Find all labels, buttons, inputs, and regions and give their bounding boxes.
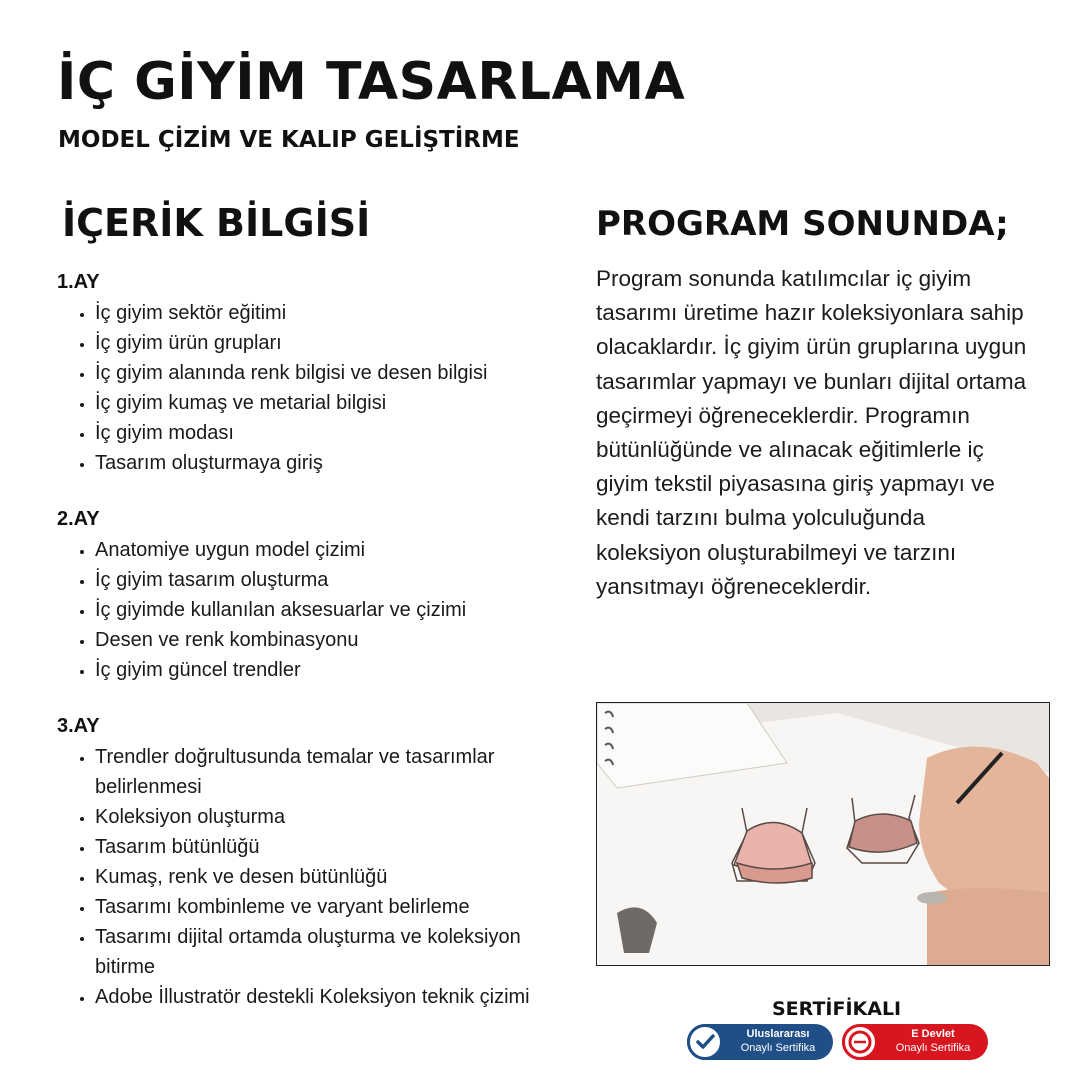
topic-item: • İç giyim modası (95, 418, 587, 448)
badge-subtitle: Onaylı Sertifika (895, 1042, 971, 1054)
content-heading: İÇERİK BİLGİSİ (62, 201, 371, 245)
topic-item: • Adobe İllustratör destekli Koleksiyon teknik çizimi (95, 982, 555, 1012)
e-devlet-certificate-badge (842, 1024, 988, 1060)
month-block (57, 714, 587, 1012)
program-description: Program sonunda katılımcılar iç giyim tasarımı üretime hazır koleksiyonlara sahip olacaklardır. İç giyim ürün gruplarına uygun tasarımlar yapmayı ve bunları dijital ortama geçirmeyi öğreneceklerdir. Programın bütünlüğünde ve alınacak eğitimlerle iç giyim tekstil piyasasına giriş yapmayı ve kendi tarzını bulma yolculuğunda koleksiyon oluşturabilmeyi ve tarzını yansıtmayı öğreneceklerdir. (596, 266, 1027, 599)
topic-item: • İç giyim ürün grupları (95, 328, 587, 358)
topic-item: • Tasarım bütünlüğü (95, 832, 555, 862)
month-label: 2.AY (57, 508, 100, 530)
badge-text (727, 1027, 829, 1055)
month-block (57, 270, 587, 478)
international-certificate-badge (687, 1024, 833, 1060)
lingerie-sketch-photo (596, 702, 1050, 966)
topic-item: • İç giyim sektör eğitimi (95, 298, 587, 328)
month-topic-list (57, 742, 555, 1012)
certificate-title: SERTİFİKALI (772, 998, 902, 1020)
topic-item: • Desen ve renk kombinasyonu (95, 625, 587, 655)
month-label: 1.AY (57, 271, 100, 293)
page-title: İÇ GİYİM TASARLAMA (57, 52, 686, 112)
badge-title: E Devlet (911, 1028, 955, 1040)
topic-item: • İç giyim kumaş ve metarial bilgisi (95, 388, 587, 418)
month-topic-list (57, 298, 587, 478)
topic-item: • İç giyim alanında renk bilgisi ve desen bilgisi (95, 358, 587, 388)
curriculum-section (57, 270, 587, 1041)
month-topic-list (57, 535, 587, 685)
page-subtitle: MODEL ÇİZİM VE KALIP GELİŞTİRME (58, 127, 520, 153)
topic-item: • Kumaş, renk ve desen bütünlüğü (95, 862, 555, 892)
topic-item: • İç giyimde kullanılan aksesuarlar ve çizimi (95, 595, 587, 625)
topic-item: • İç giyim güncel trendler (95, 655, 587, 685)
e-devlet-logo-icon (842, 1024, 878, 1060)
topic-item: • Tasarımı dijital ortamda oluşturma ve koleksiyon bitirme (95, 922, 555, 982)
check-icon (687, 1024, 723, 1060)
program-heading: PROGRAM SONUNDA; (596, 204, 1009, 244)
badge-subtitle: Onaylı Sertifika (740, 1042, 816, 1054)
badge-text (882, 1027, 984, 1055)
month-block (57, 507, 587, 685)
badge-title: Uluslararası (746, 1028, 810, 1040)
month-label: 3.AY (57, 715, 100, 737)
topic-item: • Koleksiyon oluşturma (95, 802, 555, 832)
topic-item: • Trendler doğrultusunda temalar ve tasarımlar belirlenmesi (95, 742, 555, 802)
topic-item: • Tasarım oluşturmaya giriş (95, 448, 587, 478)
topic-item: • Tasarımı kombinleme ve varyant belirleme (95, 892, 555, 922)
topic-item: • Anatomiye uygun model çizimi (95, 535, 587, 565)
sketch-illustration (597, 703, 1049, 965)
topic-item: • İç giyim tasarım oluşturma (95, 565, 587, 595)
